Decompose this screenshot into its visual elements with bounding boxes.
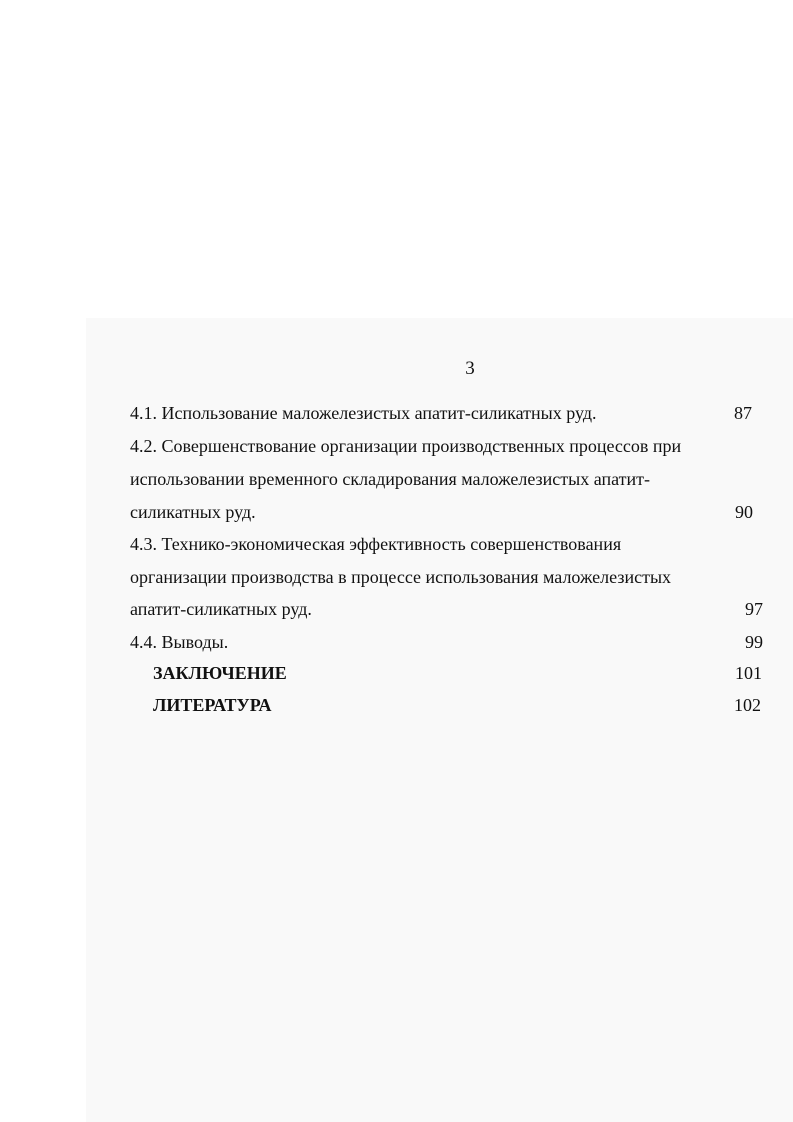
toc-entry-conclusion-page: 101 <box>735 663 762 683</box>
page-number: 3 <box>465 358 475 379</box>
toc-entry-4-2-page: 90 <box>735 502 753 522</box>
toc-entry-4-1-line-1: 4.1. Использование маложелезистых апатит-силикатных руд. <box>130 403 597 423</box>
toc-entry-4-4-line-1: 4.4. Выводы. <box>130 632 229 652</box>
toc-entry-4-2-line-2: использовании временного складирования маложелезистых апатит- <box>130 469 651 489</box>
toc-entry-literature-page: 102 <box>734 695 761 715</box>
toc-entry-4-2-line-3: силикатных руд. <box>130 502 256 522</box>
toc-entry-4-4-page: 99 <box>745 632 763 652</box>
toc-entry-4-1-page: 87 <box>734 403 752 423</box>
toc-entry-conclusion: ЗАКЛЮЧЕНИЕ <box>153 663 287 683</box>
toc-entry-4-2-line-1: 4.2. Совершенствование организации производственных процессов при <box>130 436 682 456</box>
toc-entry-4-3-line-3: апатит-силикатных руд. <box>130 599 312 619</box>
toc-entry-literature: ЛИТЕРАТУРА <box>153 695 272 715</box>
toc-entry-4-3-line-2: организации производства в процессе использования маложелезистых <box>130 567 672 587</box>
toc-entry-4-3-page: 97 <box>745 599 763 619</box>
toc-entry-4-3-line-1: 4.3. Технико-экономическая эффективность совершенствования <box>130 534 622 554</box>
